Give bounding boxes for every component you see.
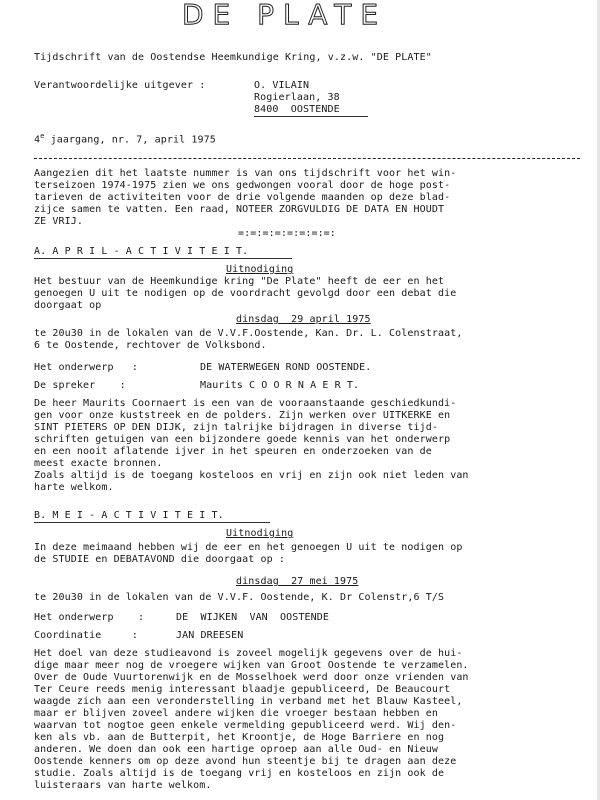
issue-line bbox=[34, 130, 216, 146]
section-b-coord-value: JAN DREESEN bbox=[176, 630, 244, 641]
section-a-body-line: De heer Maurits Coornaert is een van de vooraanstaande geschiedkundi- bbox=[34, 398, 457, 409]
section-a-body-line: SINT PIETERS OP DEN DIJK, zijn talrijke bijdragen in diverse tijd- bbox=[34, 422, 438, 433]
section-b-body-line: ken als vb. aan de Butterpit, het Kroontje, de Hoge Barriere en nog bbox=[34, 732, 445, 743]
section-a-intro-line: doorgaat op bbox=[34, 300, 102, 311]
section-b-intro-line: In deze meimaand hebben wij de eer en het genoegen U uit te nodigen op bbox=[34, 542, 463, 553]
header-subtitle: Tijdschrift van de Oostendse Heemkundige Kring, v.z.w. "DE PLATE" bbox=[34, 52, 432, 63]
section-a-speaker-label: De spreker : bbox=[34, 380, 126, 391]
section-b-heading: B. M E I - A C T I V I T E I T. bbox=[34, 510, 224, 521]
masthead-title: DE PLATE bbox=[182, 0, 388, 31]
city-underline bbox=[254, 116, 368, 117]
dashed-divider bbox=[34, 158, 580, 159]
section-b-intro-line: de STUDIE en DEBATAVOND die doorgaat op : bbox=[34, 554, 285, 565]
section-b-subject-label: Het onderwerp : bbox=[34, 612, 145, 623]
section-b-body bbox=[34, 648, 469, 792]
section-b-body-line: Ter Ceure reeds menig interessant blaadje gepubliceerd, De Beaucourt bbox=[34, 684, 451, 695]
publisher-label: Verantwoordelijke uitgever : bbox=[34, 80, 206, 91]
section-b-body-line: Over de Oude Vuurtorenwijk en de Mosselhoek werd door onze vrienden van bbox=[34, 672, 469, 683]
issue-rest: jaargang, nr. 7, april 1975 bbox=[44, 134, 216, 146]
section-b-coord-label: Coordinatie : bbox=[34, 630, 139, 641]
intro-line: ZE VRIJ. bbox=[34, 216, 83, 227]
section-a-body-line: harte welkom. bbox=[34, 482, 114, 493]
section-a-subject-value: DE WATERWEGEN ROND OOSTENDE. bbox=[200, 362, 372, 373]
section-a-invite: Uitnodiging bbox=[226, 264, 294, 275]
section-a-heading-underline bbox=[34, 258, 292, 259]
section-b-venue-line: te 20u30 in de lokalen van de V.V.F. Oostende, K. Dr Colenstr,6 T/S bbox=[34, 592, 445, 603]
section-a-intro-line: Het bestuur van de Heemkundige kring "De Plate" heeft de eer en het bbox=[34, 276, 445, 287]
section-a-heading: A. A P R I L - A C T I V I T E I T. bbox=[34, 246, 249, 257]
section-b-body-line: waarvan tot nogtoe geen enkele vermelding gepubliceerd werd. Wij den- bbox=[34, 720, 457, 731]
section-a-subject-label: Het onderwerp : bbox=[34, 362, 139, 373]
section-a-body bbox=[34, 398, 469, 494]
section-a-body-line: gen voor onze kuststreek en de polders. Zijn werken over UITKERKE en bbox=[34, 410, 451, 421]
section-b-venue bbox=[34, 592, 444, 604]
section-a-body-line: en een nooit aflatende ijver in het speuren en onderzoeken van de bbox=[34, 446, 432, 457]
publisher-street: Rogierlaan, 38 bbox=[254, 92, 340, 103]
section-b-date: dinsdag 27 mei 1975 bbox=[236, 576, 359, 587]
section-a-date: dinsdag 29 april 1975 bbox=[236, 314, 371, 325]
issue-superscript: e bbox=[40, 132, 45, 140]
intro-line: terseizoen 1974-1975 zien we ons gedwongen vooral door de hoge post- bbox=[34, 180, 451, 191]
section-b-subject-value: DE WIJKEN VAN OOSTENDE bbox=[176, 612, 330, 623]
separator-line: =:=:=:=:=:=:=:=: bbox=[238, 228, 336, 239]
publisher-city: 8400 OOSTENDE bbox=[254, 104, 340, 115]
intro-line: Aangezien dit het laatste nummer is van ons tijdschrift voor het win- bbox=[34, 168, 457, 179]
section-b-body-line: studie. Zoals altijd is de toegang vrij en kosteloos en zijn ook de bbox=[34, 768, 445, 779]
issue-number: 4 bbox=[34, 134, 41, 146]
publisher-name: O. VILAIN bbox=[254, 80, 310, 91]
section-b-body-line: maar er blijven zoveel andere wijken die vroeger bestaan hebben en bbox=[34, 708, 438, 719]
intro-line: zijce samen te vatten. Een raad, NOTEER ZORGVULDIG DE DATA EN HOUDT bbox=[34, 204, 445, 215]
section-b-invite: Uitnodiging bbox=[226, 528, 294, 539]
section-a-speaker-value: Maurits C O O R N A E R T. bbox=[200, 380, 360, 391]
section-b-heading-underline bbox=[34, 522, 270, 523]
section-a-intro bbox=[34, 276, 456, 312]
section-b-body-line: anderen. We doen dan ook een hartige oproep aan alle Oud- en Nieuw bbox=[34, 744, 438, 755]
section-a-body-line: schriften getuigen van een bijzondere goede kennis van het onderwerp bbox=[34, 434, 451, 445]
section-b-body-line: Het doel van deze studieavond is zoveel mogelijk gegevens over de hui- bbox=[34, 648, 463, 659]
section-a-venue bbox=[34, 328, 462, 352]
section-a-venue-line: te 20u30 in de lokalen van de V.V.F.Oostende, Kan. Dr. L. Colenstraat, bbox=[34, 328, 463, 339]
section-a-intro-line: genoegen U uit te nodigen op de voordracht gevolgd door een debat die bbox=[34, 288, 457, 299]
section-a-venue-line: 6 te Oostende, rechtover de Volksbond. bbox=[34, 340, 267, 351]
intro-line: tarieven de activiteiten voor de drie volgende maanden op deze blad- bbox=[34, 192, 451, 203]
section-a-body-line: Zoals altijd is de toegang kosteloos en vrij en zijn ook niet leden van bbox=[34, 470, 469, 481]
section-b-body-line: Oostende kenners om op deze avond hun steentje bij te dragen aan deze bbox=[34, 756, 457, 767]
section-b-intro bbox=[34, 542, 462, 566]
section-b-body-line: waagde zich aan een veronderstelling in verband met het Blauw Kasteel, bbox=[34, 696, 463, 707]
section-a-body-line: meest exacte bronnen. bbox=[34, 458, 163, 469]
section-b-body-line: dige maar meer nog de vroegere wijken van Groot Oostende te verzamelen. bbox=[34, 660, 469, 671]
section-b-body-line: luisteraars van harte welkom. bbox=[34, 780, 212, 791]
intro-paragraph bbox=[34, 168, 456, 228]
